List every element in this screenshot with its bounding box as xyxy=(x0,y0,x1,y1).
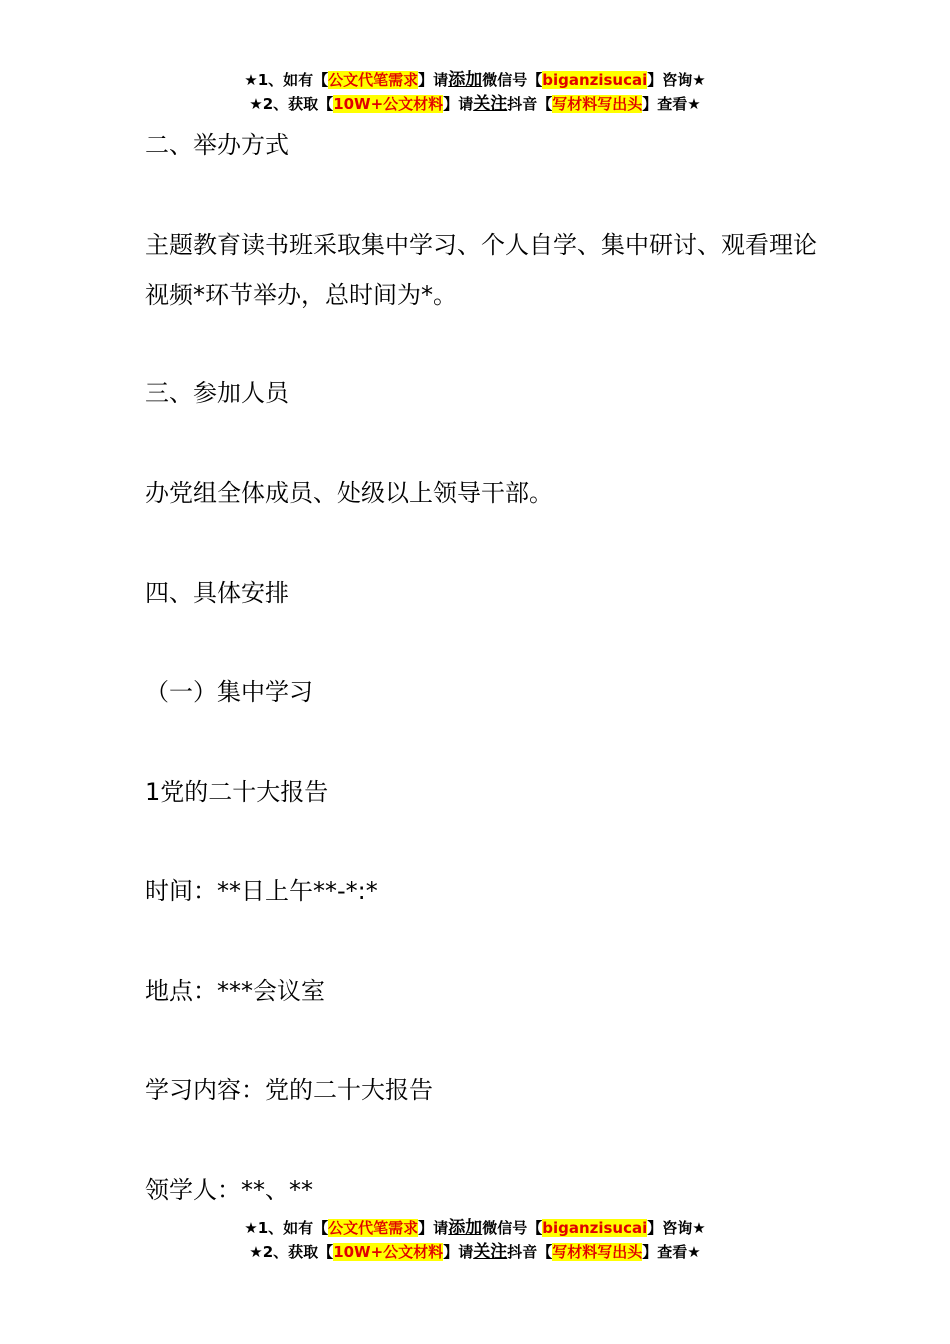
paragraph-method-description: 主题教育读书班采取集中学习、个人自学、集中研讨、观看理论视频*环节举办，总时间为*。 xyxy=(145,231,817,309)
detail-study-content: 学习内容：党的二十大报告 xyxy=(145,1076,433,1104)
section-heading-method: 二、举办方式 xyxy=(145,131,289,159)
banner-highlight-douyin: 写材料写出头 xyxy=(552,95,643,113)
banner-line-2: ★2、获取【10W+公文材料】请关注抖音【写材料写出头】查看★ xyxy=(249,1242,701,1262)
banner-emphasis-add: 添加 xyxy=(448,70,483,90)
footer-banner xyxy=(0,1216,950,1264)
header-banner xyxy=(0,68,950,116)
banner-line-1: ★1、如有【公文代笔需求】请添加微信号【biganzisucai】咨询★ xyxy=(244,1218,706,1238)
banner-highlight-materials: 10W+公文材料 xyxy=(333,1243,444,1261)
banner-highlight-wechat-id: biganzisucai xyxy=(542,71,648,89)
banner-emphasis-add: 添加 xyxy=(448,1218,483,1238)
detail-time: 时间：**日上午**-*:* xyxy=(145,877,378,905)
banner-highlight-materials: 10W+公文材料 xyxy=(333,95,444,113)
section-heading-participants: 三、参加人员 xyxy=(145,379,289,407)
banner-line-2: ★2、获取【10W+公文材料】请关注抖音【写材料写出头】查看★ xyxy=(249,94,701,114)
subsection-heading-group-study: （一）集中学习 xyxy=(145,678,313,706)
banner-emphasis-follow: 关注 xyxy=(473,94,508,114)
banner-emphasis-follow: 关注 xyxy=(473,1242,508,1262)
detail-lead-persons: 领学人：**、** xyxy=(145,1176,313,1204)
banner-highlight-wechat-id: biganzisucai xyxy=(542,1219,648,1237)
banner-highlight-service: 公文代笔需求 xyxy=(328,1219,419,1237)
banner-highlight-service: 公文代笔需求 xyxy=(328,71,419,89)
item-heading-report: 1党的二十大报告 xyxy=(145,778,329,806)
detail-location: 地点：***会议室 xyxy=(145,977,325,1005)
banner-highlight-douyin: 写材料写出头 xyxy=(552,1243,643,1261)
banner-line-1: ★1、如有【公文代笔需求】请添加微信号【biganzisucai】咨询★ xyxy=(244,70,706,90)
section-heading-arrangement: 四、具体安排 xyxy=(145,579,289,607)
paragraph-participants: 办党组全体成员、处级以上领导干部。 xyxy=(145,479,553,507)
